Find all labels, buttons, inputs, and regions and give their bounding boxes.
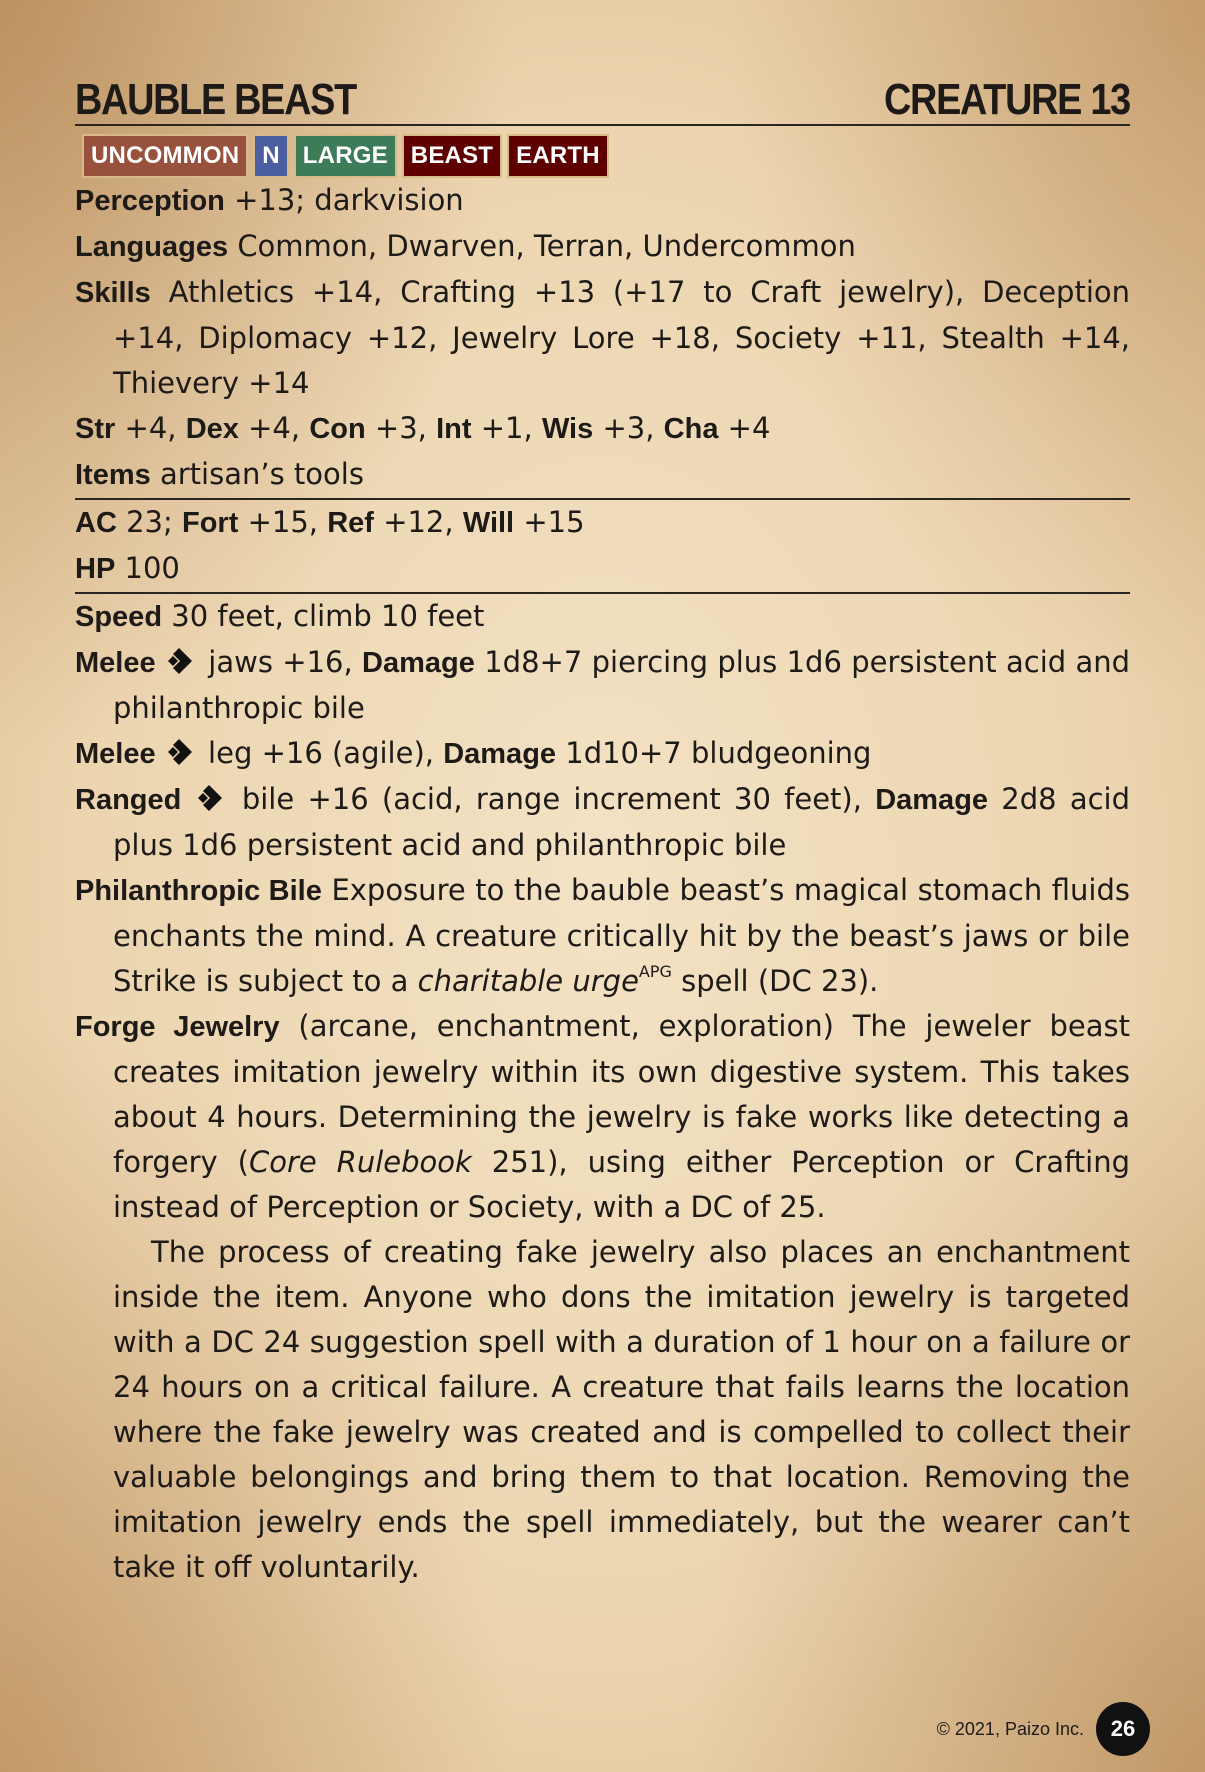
trait-alignment: N bbox=[253, 134, 289, 178]
strike-attack: leg +16 (agile), bbox=[208, 736, 434, 770]
strike-damage: 1d10+7 bludgeoning bbox=[565, 736, 872, 770]
strike-leg bbox=[75, 731, 1130, 777]
str-value: +4 bbox=[124, 411, 168, 445]
trait-rarity: UNCOMMON bbox=[82, 134, 248, 178]
trait-earth: EARTH bbox=[507, 134, 609, 178]
items-label: Items bbox=[75, 459, 151, 491]
damage-label: Damage bbox=[443, 738, 557, 770]
ability-text-end: 251), using either Perception or Crafting instead of Perception or Society, with a DC of 25. bbox=[113, 1145, 1130, 1224]
page-number: 26 bbox=[1096, 1702, 1150, 1756]
trait-list bbox=[82, 134, 1130, 178]
int-value: +1 bbox=[480, 411, 524, 445]
ability-text: Exposure to the bauble beast’s magical stomach fluids enchants the mind. A creature critically hit by the beast’s jaws or bile Strike is subject to a bbox=[113, 873, 1131, 998]
dex-value: +4 bbox=[248, 411, 291, 445]
trait-size: LARGE bbox=[294, 134, 397, 178]
wis-value: +3 bbox=[602, 411, 646, 445]
ability-text-end: spell (DC 23). bbox=[681, 964, 879, 998]
damage-label: Damage bbox=[875, 784, 989, 816]
ability-text: (arcane, enchantment, exploration) The jeweler beast creates imitation jewelry within its own digestive system. This takes about 4 hours. Determining the jewelry is fake works like detecting a forgery ( bbox=[113, 1009, 1130, 1179]
perception-label: Perception bbox=[75, 185, 225, 217]
con-label: Con bbox=[309, 413, 366, 445]
spell-name: charitable urge bbox=[417, 964, 639, 998]
ability-scores-line: Str +4, Dex +4, Con +3, Int +1, Wis +3, Cha +4 bbox=[75, 411, 771, 445]
perception-value: +13; darkvision bbox=[234, 183, 464, 217]
languages-line bbox=[75, 224, 1130, 270]
speed-value: 30 feet, climb 10 feet bbox=[171, 599, 485, 633]
hp-line bbox=[75, 546, 1130, 592]
strike-type: Melee bbox=[75, 738, 156, 770]
creature-level: CREATURE 13 bbox=[884, 75, 1130, 124]
cha-label: Cha bbox=[663, 413, 719, 445]
will-value: +15 bbox=[523, 505, 585, 539]
forge-jewelry-paragraph-2: The process of creating fake jewelry also places an enchantment inside the item. Anyone who dons the imitation jewelry is targeted with a DC 24 suggestion spell with a duration of 1 hour on a failure or 24 hours on a critical failure. A creature that fails learns the location where the fake jewelry was created and is compelled to collect their valuable belongings and bring them to that location. Removing the imitation jewelry ends the spell immediately, but the wearer can’t take it off voluntarily. bbox=[113, 1235, 1130, 1584]
ac-value: 23; bbox=[126, 505, 173, 539]
con-value: +3 bbox=[374, 411, 418, 445]
strike-type: Ranged bbox=[75, 784, 182, 816]
stat-block-body bbox=[75, 178, 1130, 1590]
trait-beast: BEAST bbox=[402, 134, 502, 178]
copyright: © 2021, Paizo Inc. bbox=[936, 1718, 1084, 1739]
fort-value: +15, bbox=[247, 505, 319, 539]
creature-name: BAUBLE BEAST bbox=[75, 75, 356, 124]
hp-value: 100 bbox=[124, 551, 180, 585]
strike-jaws bbox=[75, 640, 1130, 731]
ability-name: Forge Jewelry bbox=[75, 1011, 280, 1043]
items-value: artisan’s tools bbox=[159, 457, 364, 491]
stat-block bbox=[75, 70, 1130, 1590]
ref-value: +12, bbox=[383, 505, 454, 539]
single-action-icon bbox=[195, 783, 229, 813]
cha-value: +4 bbox=[727, 411, 771, 445]
dex-label: Dex bbox=[185, 413, 239, 445]
skills-value: Athletics +14, Crafting +13 (+17 to Craft jewelry), Deception +14, Diplomacy +12, Jewelry Lore +18, Society +11, Stealth +14, Thievery +14 bbox=[113, 275, 1130, 400]
perception-line bbox=[75, 178, 1130, 224]
source-abbreviation: APG bbox=[638, 962, 672, 981]
languages-label: Languages bbox=[75, 231, 229, 263]
strike-damage: 1d8+7 piercing plus 1d6 persistent acid and philanthropic bile bbox=[113, 645, 1131, 725]
speed-line bbox=[75, 592, 1130, 640]
skills-label: Skills bbox=[75, 277, 151, 309]
items-line bbox=[75, 452, 1130, 498]
book-title: Core Rulebook bbox=[248, 1145, 472, 1179]
stat-block-header bbox=[75, 70, 1130, 126]
hp-label: HP bbox=[75, 553, 116, 585]
strike-attack: jaws +16, bbox=[208, 645, 353, 679]
damage-label: Damage bbox=[362, 647, 475, 679]
defenses-line bbox=[75, 498, 1130, 546]
philanthropic-bile-ability bbox=[75, 868, 1130, 1004]
str-label: Str bbox=[75, 413, 116, 445]
ref-label: Ref bbox=[327, 507, 374, 539]
strike-type: Melee bbox=[75, 647, 156, 679]
page-footer bbox=[937, 1702, 1150, 1756]
fort-label: Fort bbox=[182, 507, 239, 539]
single-action-icon bbox=[165, 737, 199, 767]
wis-label: Wis bbox=[541, 413, 594, 445]
single-action-icon bbox=[165, 646, 199, 676]
speed-label: Speed bbox=[75, 601, 163, 633]
int-label: Int bbox=[436, 413, 472, 445]
strike-bile bbox=[75, 777, 1130, 868]
forge-jewelry-ability bbox=[75, 1004, 1130, 1230]
strike-damage: 2d8 acid plus 1d6 persistent acid and philanthropic bile bbox=[113, 782, 1131, 862]
strike-attack: bile +16 (acid, range increment 30 feet), bbox=[241, 782, 862, 816]
ac-label: AC bbox=[75, 507, 117, 539]
will-label: Will bbox=[462, 507, 515, 539]
skills-line bbox=[75, 270, 1130, 406]
ability-name: Philanthropic Bile bbox=[75, 875, 322, 907]
languages-value: Common, Dwarven, Terran, Undercommon bbox=[237, 229, 856, 263]
